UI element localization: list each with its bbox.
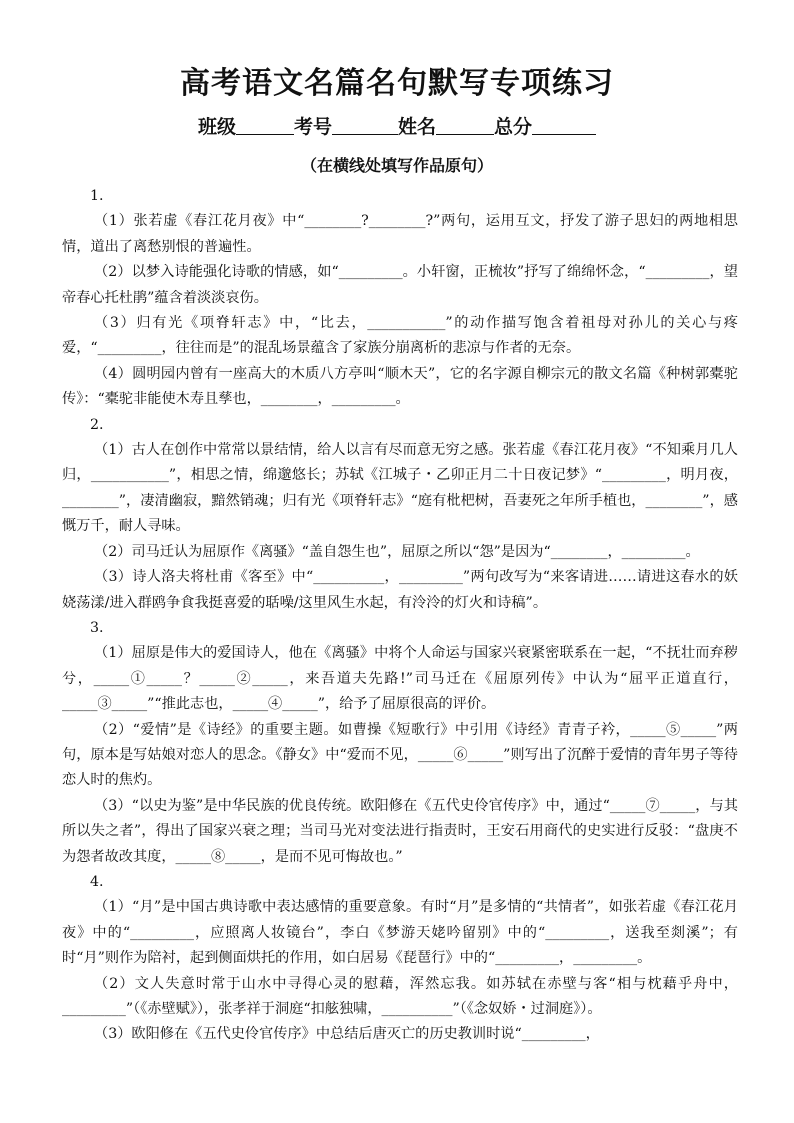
instruction-subtitle: （在横线处填写作品原句） [300,156,493,175]
student-info-fields [0,112,794,139]
question-item: （2）司马迁认为屈原作《离骚》“盖自怨生也”，屈原之所以“怨”是因为“________，_________。 [94,543,700,560]
question-item: （3）诗人洛夫将杜甫《客至》中“__________，_________”两句改写为“来客请进……请进这春水的妖娆荡漾/进入群鸥争食我挺喜爱的聒噪/这里风生水起，有泠泠的灯火和诗稿”。 [62,569,738,611]
question-item: （3）“以史为鉴”是中华民族的优良传统。欧阳修在《五代史伶官传序》中，通过“_____⑦_____，与其所以失之者”，得出了国家兴衰之理；当司马光对变法进行指责时，王安石用商代的史实进行反驳：“盘庚不为怨者故改其度，_____⑧_____，是而不见可悔故也。” [62,797,738,865]
question-item: （3）归有光《项脊轩志》中，“比去，___________”的动作描写饱含着祖母对孙儿的关心与疼爱，“_________，往往而是”的混乱场景蕴含了家族分崩离析的悲凉与作者的无奈。 [62,315,738,357]
question-number: 4. [90,873,104,890]
question-number: 2. [90,416,104,433]
question-number: 3. [90,619,104,636]
question-item: （1）“月”是中国古典诗歌中表达感情的重要意象。有时“月”是多情的“共情者”，如张若虚《春江花月夜》中的“_________，应照离人妆镜台”，李白《梦游天姥吟留别》中的“_________，送我至剡溪”；有时“月”则作为陪衬，起到侧面烘托的作用，如白居易《琵琶行》中的“_________，_________。 [62,899,738,967]
question-item: （3）欧阳修在《五代史伶官传序》中总结后唐灭亡的历史教训时说“_________， [94,1026,600,1043]
exam-no-label: 考号 [293,116,332,138]
question-list [62,184,738,1048]
question-item: （2）以梦入诗能强化诗歌的情感，如“_________。小轩窗，正梳妆”抒写了绵绵怀念，“_________，望帝春心托杜鹃”蕴含着淡淡哀伤。 [62,264,738,306]
class-label: 班级 [197,116,236,138]
question-item: （1）张若虚《春江花月夜》中“________?________?”两句，运用互文，抒发了游子思妇的两地相思情，道出了离愁别恨的普遍性。 [62,213,738,255]
question-item: （1）屈原是伟大的爱国诗人，他在《离骚》中将个人命运与国家兴衰紧密联系在一起，“不抚壮而弃秽兮，_____①_____？_____②_____，来吾道夫先路!”司马迁在《屈原列传》中认为“屈平正道直行，_____③_____”“推此志也，_____④_____”，给予了屈原很高的评价。 [62,645,738,713]
score-blank[interactable] [532,116,596,135]
question-item: （2）文人失意时常于山水中寻得心灵的慰藉，浑然忘我。如苏轼在赤壁与客“相与枕藉乎舟中，_________”（《赤壁赋》），张孝祥于洞庭“扣舷独啸，__________”（《念奴娇・过洞庭》）。 [62,975,738,1017]
question-item: （4）圆明园内曾有一座高大的木质八方亭叫“顺木天”，它的名字源自柳宗元的散文名篇《种树郭橐驼传》：“橐驼非能使木寿且孳也，________，_________。 [62,365,738,408]
page-title: 高考语文名篇名句默写专项练习 [180,66,614,101]
name-blank[interactable] [436,116,494,135]
name-label: 姓名 [398,116,437,138]
question-item: （2）“爱情”是《诗经》的重要主题。如曹操《短歌行》中引用《诗经》青青子衿，_____⑤_____”两句，原本是写姑娘对恋人的思念。《静女》中“爱而不见，_____⑥_____”则写出了沉醉于爱情的青年男子等待恋人时的焦灼。 [62,721,738,789]
question-number: 1. [90,188,104,204]
question-item: （1）古人在创作中常常以景结情，给人以言有尽而意无穷之感。张若虚《春江花月夜》“不知乘月几人归，___________”，相思之情，绵邈悠长；苏轼《江城子・乙卯正月二十日夜记梦》“_________，明月夜，________”，凄清幽寂，黯然销魂；归有光《项脊轩志》“庭有枇杷树，吾妻死之年所手植也，________”，感慨万千，耐人寻味。 [62,442,738,535]
class-blank[interactable] [236,116,294,135]
exam-no-blank[interactable] [332,116,398,135]
score-label: 总分 [494,116,533,138]
